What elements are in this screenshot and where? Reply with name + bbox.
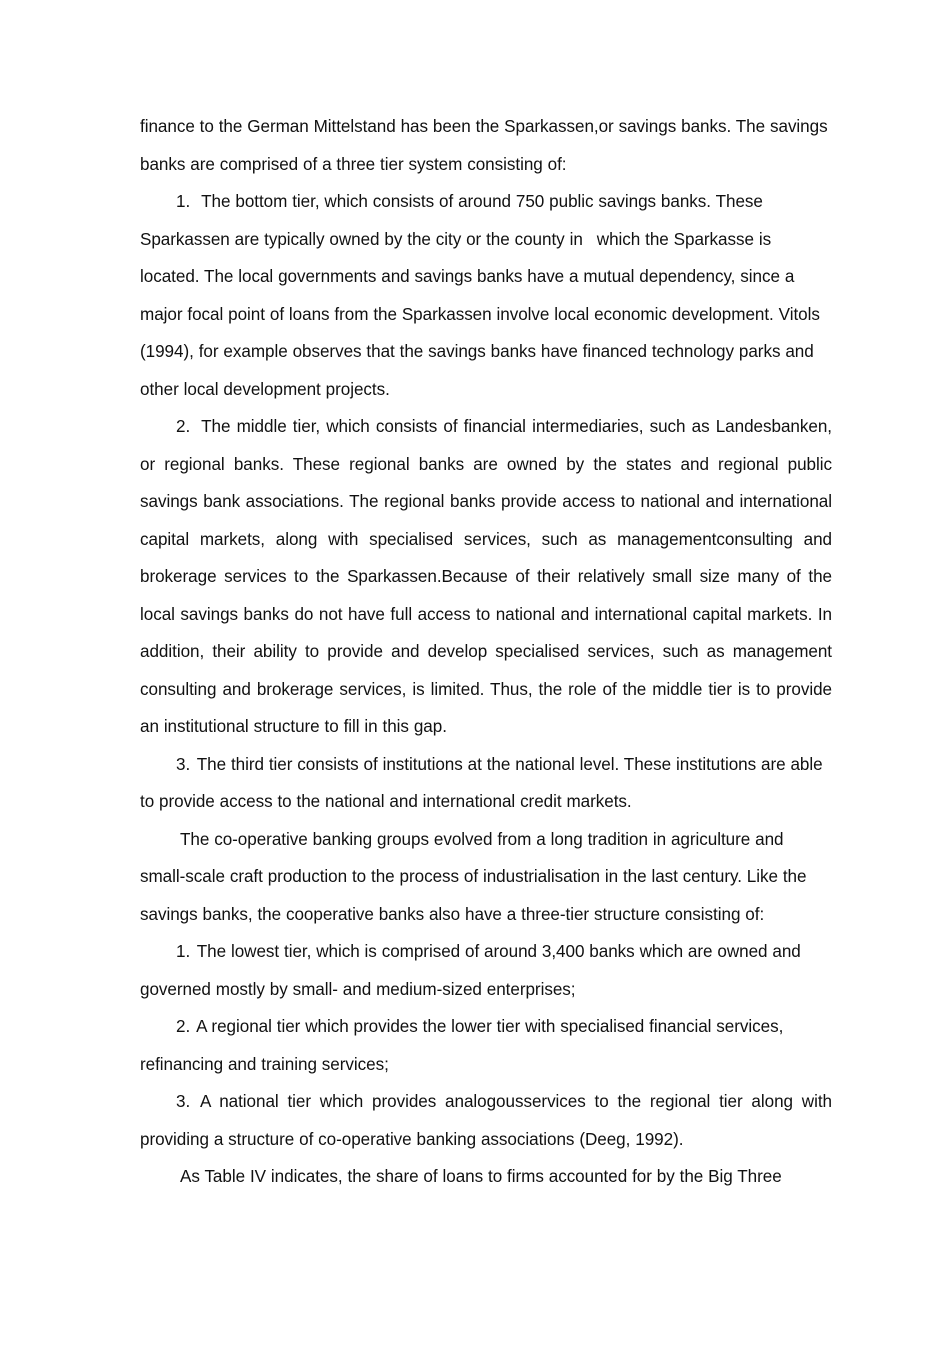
- paragraph-savings-item-3: [140, 746, 832, 821]
- paragraph-coop-item-2: [140, 1008, 832, 1083]
- paragraph-coop-item-1-text: The lowest tier, which is comprised of around 3,400 banks which are owned and governed mostly by small- and medium-sized enterprises;: [140, 942, 801, 999]
- paragraph-savings-item-1-text: The bottom tier, which consists of around 750 public savings banks. These Sparkassen are typically owned by the city or the county in: [140, 192, 763, 249]
- list-marker-coop-2: 2.: [176, 1017, 191, 1036]
- list-marker-coop-1: 1.: [176, 942, 191, 961]
- list-marker-savings-2: 2.: [176, 417, 191, 436]
- paragraph-coop-item-1: [140, 933, 832, 1008]
- paragraph-savings-item-3-text: The third tier consists of institutions at the national level. These institutions are able to provide access to the national and international credit markets.: [140, 754, 823, 811]
- paragraph-coop-item-3: [140, 1083, 832, 1158]
- list-marker-savings-1: 1.: [176, 192, 191, 211]
- paragraph-intro-text: finance to the German Mittelstand has been the Sparkassen,or savings banks. The: [140, 117, 766, 136]
- list-marker-savings-3: 3.: [176, 754, 191, 774]
- paragraph-savings-item-2-text: The middle tier, which consists of financial intermediaries, such as Landesbanken, or regional banks. These regional banks are owned by the states and regional public savings bank associations. The regional banks provide access to national and international capital markets, along with specialised services, such as managementconsulting and brokerage services to the Sparkassen.Because of their relatively small size many of the local savings banks do not have full access to national and international capital markets. In addition, their ability to provide and develop specialised services, such as management consulting and brokerage services, is limited. Thus, the role of the middle tier is to provide an institutional structure to fill in this gap.: [140, 417, 832, 736]
- list-marker-coop-3: 3.: [176, 1092, 191, 1111]
- paragraph-intro-text-2: savings banks are comprised of a three tier system consisting of:: [140, 117, 828, 174]
- paragraph-table-reference-text: As Table IV indicates, the share of loans to firms accounted for by the Big Three: [180, 1167, 782, 1186]
- paragraph-coop-intro: [140, 821, 832, 934]
- paragraph-coop-item-3-text: A national tier which provides analogousservices to the regional tier along with providing a structure of co-operative banking associations (Deeg, 1992).: [140, 1092, 832, 1149]
- paragraph-savings-item-1-tail: which the Sparkasse is located. The local governments and savings banks have a mutual dependency, since a major focal point of loans from the Sparkassen involve local economic development. Vitols (1994), for example observes that the savings banks have financed technology parks and other local development projects.: [140, 229, 820, 399]
- body-text-column: [140, 108, 832, 1196]
- paragraph-table-reference: [140, 1158, 832, 1196]
- paragraph-savings-item-2: [140, 408, 832, 746]
- paragraph-coop-item-2-text: A regional tier which provides the lower tier with specialised financial services, refinancing and training services;: [140, 1017, 784, 1074]
- paragraph-savings-item-1: [140, 183, 832, 408]
- paragraph-coop-intro-text: The co-operative banking groups evolved from a long tradition in agriculture and small-scale craft production to the process of industrialisation in the last century. Like the savings banks, the cooperative banks also have a three-tier structure consisting of:: [140, 829, 807, 924]
- paragraph-intro: [140, 108, 832, 183]
